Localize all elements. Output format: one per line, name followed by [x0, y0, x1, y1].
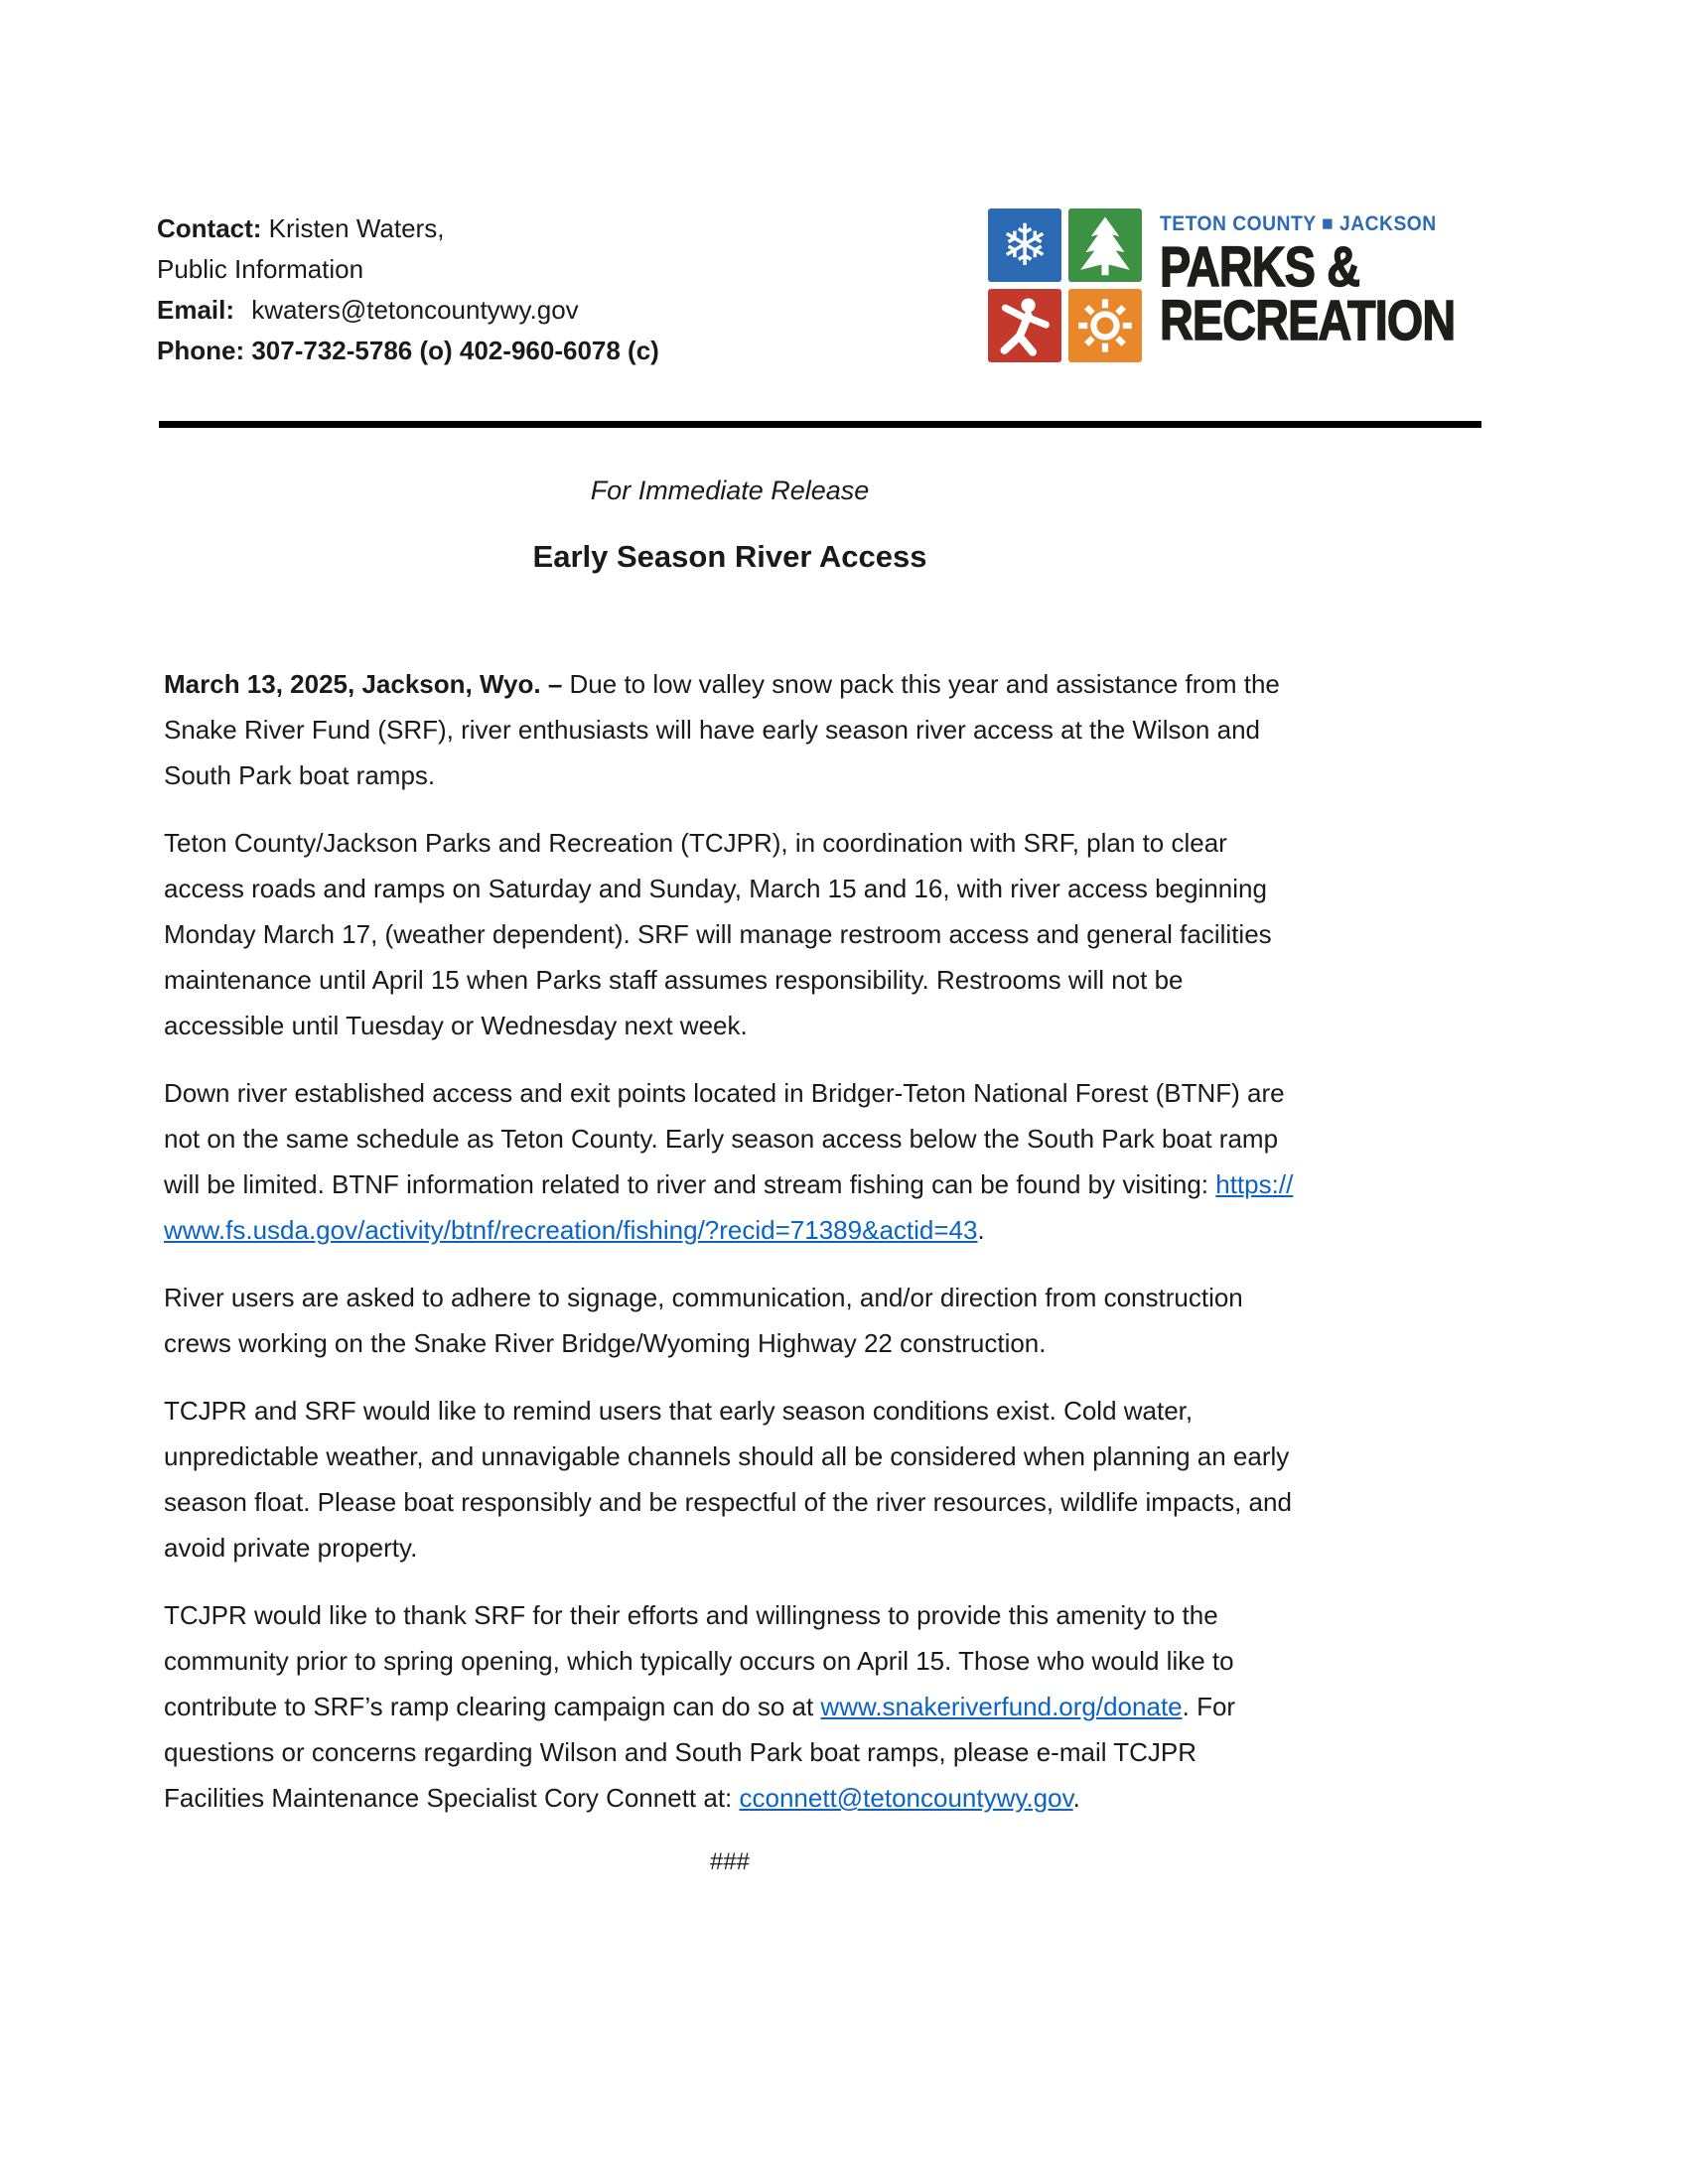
- page-title: Early Season River Access: [532, 539, 927, 574]
- person-icon: [988, 289, 1061, 362]
- contact-line: [157, 208, 659, 249]
- logo-line-recreation: RECREATION: [1160, 289, 1456, 352]
- person-graphic: [993, 294, 1056, 357]
- paragraph-thanks-mid: . For questions or concerns regarding Wilson and South Park boat ramps, please e-mail TCJPR Facilities Maintenance Specialist Cory Connett at:: [164, 1692, 1236, 1813]
- snowflake-glyph: ❄: [1000, 211, 1050, 279]
- document-body: [164, 471, 1296, 1878]
- phone-label: Phone:: [157, 336, 245, 365]
- paragraph-schedule: Teton County/Jackson Parks and Recreation (TCJPR), in coordination with SRF, plan to clear access roads and ramps on Saturday and Sunday, March 15 and 16, with river access beginning Monday March 17, (weather dependent). SRF will manage restroom access and general facilities maintenance until April 15 when Parks staff assumes responsibility. Restrooms will not be accessible until Tuesday or Wednesday next week.: [164, 828, 1272, 1040]
- paragraph-construction: River users are asked to adhere to signage, communication, and/or direction from construction crews working on the Snake River Bridge/Wyoming Highway 22 construction.: [164, 1283, 1243, 1358]
- dateline: March 13, 2025, Jackson, Wyo. –: [164, 669, 563, 699]
- contact-label: Contact:: [157, 213, 262, 243]
- tree-graphic: [1073, 213, 1137, 277]
- paragraph-btnf: [164, 1070, 1296, 1253]
- email-label: Email:: [157, 295, 235, 325]
- donate-link[interactable]: www.snakeriverfund.org/donate: [820, 1692, 1183, 1721]
- logo-wordmark: [1160, 208, 1520, 352]
- contact-block: [157, 208, 659, 371]
- snowflake-icon: [988, 208, 1061, 282]
- tree-icon: [1068, 208, 1142, 282]
- paragraph-btnf-end: .: [977, 1215, 985, 1245]
- header-divider: [159, 421, 1481, 428]
- logo-icon-grid: [988, 208, 1142, 362]
- end-mark: ###: [709, 1848, 751, 1875]
- email-line: [157, 290, 659, 331]
- contact-name: Kristen Waters,: [268, 213, 445, 243]
- phone-line: [157, 331, 659, 371]
- release-line: For Immediate Release: [590, 476, 870, 505]
- sun-icon: [1068, 289, 1142, 362]
- sun-graphic: [1073, 294, 1137, 357]
- paragraph-thanks-end: .: [1072, 1783, 1080, 1813]
- email-value: kwaters@tetoncountywy.gov: [251, 295, 579, 325]
- paragraph-thanks-text: TCJPR would like to thank SRF for their efforts and willingness to provide this amenity to the community prior to spring opening, which typically occurs on April 15. Those who would like to contribute to SRF’s ramp clearing campaign can do so at: [164, 1600, 1234, 1721]
- paragraph-safety: TCJPR and SRF would like to remind users that early season conditions exist. Cold water, unpredictable weather, and unnavigable channels should all be considered when planning an early season float. Please boat responsibly and be respectful of the river resources, wildlife impacts, and avoid private property.: [164, 1396, 1292, 1563]
- parks-recreation-logo: [988, 208, 1520, 362]
- contact-role: Public Information: [157, 254, 364, 284]
- paragraph-1-text: Due to low valley snow pack this year and assistance from the Snake River Fund (SRF), river enthusiasts will have early season river access at the Wilson and South Park boat ramps.: [164, 669, 1280, 790]
- btnf-fishing-link[interactable]: https://www.fs.usda.gov/activity/btnf/recreation/fishing/?recid=71389&actid=43: [164, 1169, 1294, 1245]
- logo-tagline: TETON COUNTY ■ JACKSON: [1160, 212, 1437, 235]
- email-contact-link[interactable]: cconnett@tetoncountywy.gov: [739, 1783, 1073, 1813]
- paragraph-thanks: [164, 1592, 1296, 1821]
- logo-line-parks: PARKS &: [1160, 235, 1360, 299]
- paragraph-dateline: [164, 661, 1296, 798]
- phone-value: 307-732-5786 (o) 402-960-6078 (c): [251, 336, 659, 365]
- paragraph-btnf-text: Down river established access and exit points located in Bridger-Teton National Forest (BTNF) are not on the same schedule as Teton County. Early season access below the South Park boat ramp will be limited. BTNF information related to river and stream fishing can be found by visiting:: [164, 1078, 1285, 1199]
